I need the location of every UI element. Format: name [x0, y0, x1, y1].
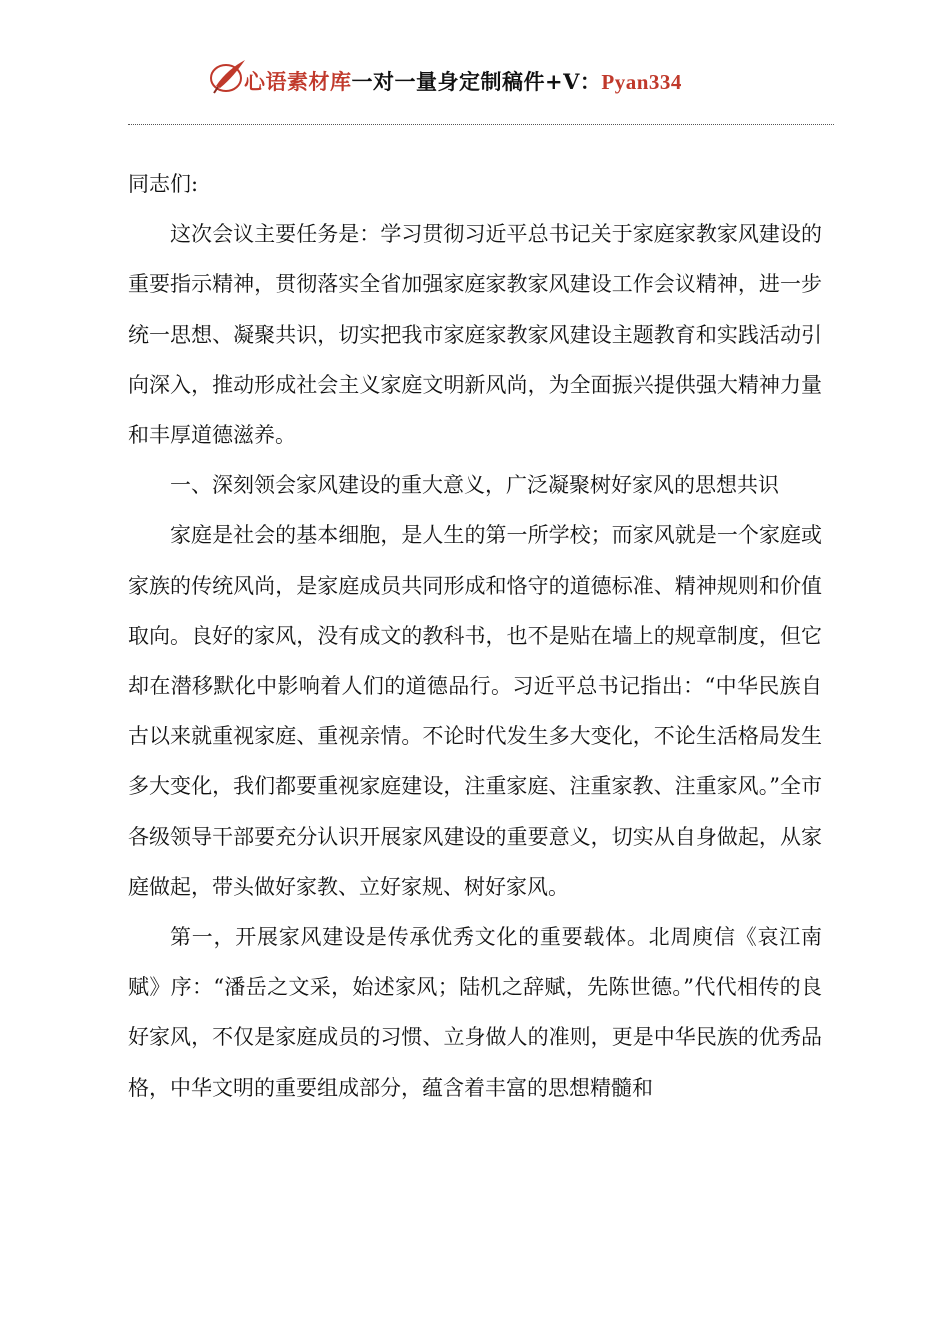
quill-logo-icon	[208, 56, 248, 96]
header-divider	[128, 124, 834, 125]
header-slogan: 一对一量身定制稿件+V：	[351, 69, 602, 94]
section-heading: 一、深刻领会家风建设的重大意义，广泛凝聚树好家风的思想共识	[170, 473, 779, 498]
page-header	[120, 52, 834, 110]
paragraph-family: 家庭是社会的基本细胞，是人生的第一所学校；而家风就是一个家庭或家族的传统风尚，是家庭成员共同形成和恪守的道德标准、精神规则和价值取向。良好的家风，没有成文的教科书，也不是贴在墙上的规章制度，但它却在潜移默化中影响着人们的道德品行。习近平总书记指出：“中华民族自古以来就重视家庭、重视亲情。不论时代发生多大变化，不论生活格局发生多大变化，我们都要重视家庭建设，注重家庭、注重家教、注重家风。”全市各级领导干部要充分认识开展家风建设的重要意义，切实从自身做起，从家庭做起，带头做好家教、立好家规、树好家风。	[128, 523, 822, 899]
paragraph-intro: 这次会议主要任务是：学习贯彻习近平总书记关于家庭家教家风建设的重要指示精神，贯彻落实全省加强家庭家教家风建设工作会议精神，进一步统一思想、凝聚共识，切实把我市家庭家教家风建设主题教育和实践活动引向深入，推动形成社会主义家庭文明新风尚，为全面振兴提供强大精神力量和丰厚道德滋养。	[128, 222, 822, 448]
paragraph-first-point: 第一，开展家风建设是传承优秀文化的重要载体。北周庾信《哀江南赋》序：“潘岳之文采，始述家风；陆机之辞赋，先陈世德。”代代相传的良好家风，不仅是家庭成员的习惯、立身做人的准则，更是中华民族的优秀品格，中华文明的重要组成部分，蕴含着丰富的思想精髓和	[128, 925, 822, 1100]
brand-name: 心语素材库	[244, 69, 352, 94]
header-contact-id: Pyan334	[601, 70, 682, 94]
document-body	[128, 159, 822, 1113]
salutation: 同志们:	[128, 172, 199, 196]
header-banner-text	[244, 66, 682, 96]
